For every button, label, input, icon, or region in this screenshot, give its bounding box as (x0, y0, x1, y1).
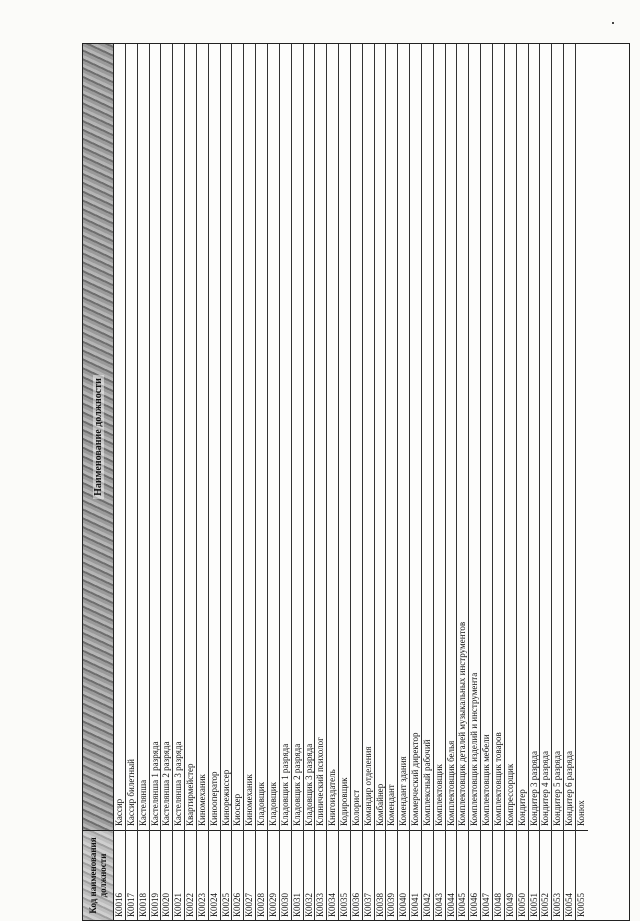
row-name: Комплектовщик изделий и инструмента (469, 672, 480, 826)
row-name: Кастелянша 2 разряда (161, 741, 172, 826)
table-row (244, 44, 256, 920)
table-row (138, 44, 150, 920)
row-name: Клинический психолог (315, 737, 326, 826)
row-name: Кинооператор (208, 771, 219, 826)
row-name: Кассир (114, 798, 124, 826)
row-code: К0038 (375, 830, 386, 920)
row-name: Колорист (350, 789, 361, 826)
table-row (446, 44, 458, 920)
row-code: К0053 (552, 830, 563, 920)
row-name: Коммерческий директор (410, 732, 421, 826)
table-row (256, 44, 268, 920)
table-row (150, 44, 162, 920)
row-name: Кладовщик 2 разряда (291, 743, 302, 826)
header-name-label: Наименование должности (93, 375, 104, 499)
table-row (457, 44, 469, 920)
row-code: К0026 (232, 830, 243, 920)
row-name: Комендант (386, 784, 397, 826)
table-row (540, 44, 552, 920)
table-row (161, 44, 173, 920)
row-code: К0025 (221, 830, 232, 920)
row-name: Кладовщик (267, 782, 278, 826)
row-code: К0028 (256, 830, 267, 920)
row-name: Киоскер (232, 793, 243, 826)
table-row (185, 44, 197, 920)
row-code: К0046 (469, 830, 480, 920)
row-code: К0045 (457, 830, 468, 920)
row-code: К0049 (505, 830, 516, 920)
row-name: Кондитер 6 разряда (564, 751, 575, 826)
row-code: К0052 (540, 830, 551, 920)
row-code: К0022 (185, 830, 196, 920)
row-name: Кондитер 3 разряда (528, 751, 539, 826)
row-code: К0050 (517, 830, 528, 920)
row-code: К0018 (138, 830, 149, 920)
row-code: К0055 (576, 830, 588, 920)
table-row (481, 44, 493, 920)
row-code: К0017 (126, 830, 137, 920)
row-code: К0031 (292, 830, 303, 920)
row-name: Кинорежиссер (220, 769, 231, 826)
table-row (363, 44, 375, 920)
positions-table (82, 43, 630, 921)
row-code: К0047 (481, 830, 492, 920)
row-name: Комплектовщик товаров (493, 732, 503, 826)
row-code: К0048 (493, 830, 504, 920)
row-code: К0019 (150, 830, 161, 920)
row-name: Командир отделения (362, 746, 373, 826)
table-row (197, 44, 209, 920)
row-name: Кладовщик (256, 782, 267, 826)
table-row (398, 44, 410, 920)
table-row (292, 44, 304, 920)
header-name (83, 44, 113, 830)
row-name: Кастелянша 1 разряда (149, 741, 160, 826)
row-name: Кассир билетный (125, 759, 136, 826)
row-name: Конюх (575, 800, 586, 826)
row-name: Комплектовщик белья (445, 740, 456, 826)
row-code: К0021 (173, 830, 184, 920)
row-name: Кодировщик (339, 777, 350, 826)
row-name: Комплексный рабочий (421, 739, 432, 826)
row-code: К0023 (197, 830, 208, 920)
row-name: Кладовщик 1 разряда (279, 743, 290, 826)
table-row (505, 44, 517, 920)
row-code: К0040 (398, 830, 409, 920)
row-name: Кладовщик 3 разряда (303, 743, 314, 826)
row-code: К0039 (386, 830, 397, 920)
row-code: К0032 (304, 830, 315, 920)
row-code: К0036 (351, 830, 362, 920)
row-name: Комендант здания (398, 756, 409, 826)
row-name: Книгоиздатель (327, 769, 338, 826)
table-row (209, 44, 221, 920)
row-code: К0027 (244, 830, 255, 920)
table-row (173, 44, 185, 920)
row-name: Комплектовщик (433, 764, 444, 826)
table-row (576, 44, 588, 920)
header-code: Код наименования должности (83, 830, 113, 920)
table-row (339, 44, 351, 920)
table-header (83, 44, 114, 920)
table-row (304, 44, 316, 920)
table-row (351, 44, 363, 920)
row-name: Комплектовщик деталей музыкальных инструментов (457, 621, 468, 826)
row-name: Киномеханик (244, 774, 255, 826)
table-row (422, 44, 434, 920)
table-row (327, 44, 339, 920)
document-sheet (82, 43, 630, 921)
row-name: Квартирмейстер (185, 763, 196, 826)
row-code: К0041 (410, 830, 421, 920)
table-row (529, 44, 541, 920)
row-code: К0051 (529, 830, 540, 920)
row-code: К0020 (161, 830, 172, 920)
scan-dust-mark (612, 22, 614, 24)
row-name: Комплектовщик мебели (481, 734, 492, 826)
row-name: Комбайнер (374, 783, 385, 826)
table-row (552, 44, 564, 920)
table-row (434, 44, 446, 920)
row-code: К0016 (114, 830, 125, 920)
table-row (517, 44, 529, 920)
table-row (493, 44, 505, 920)
table-row (114, 44, 126, 920)
table-row (410, 44, 422, 920)
row-name: Кондитер (516, 789, 527, 826)
row-name: Кастелянша 3 разряда (173, 741, 184, 826)
row-code: К0034 (327, 830, 338, 920)
table-row (386, 44, 398, 920)
row-code: К0044 (446, 830, 457, 920)
row-name: Кондитер 4 разряда (540, 751, 551, 826)
table-row (375, 44, 387, 920)
row-name: Кондитер 5 разряда (552, 751, 563, 826)
table-row (126, 44, 138, 920)
table-row (315, 44, 327, 920)
row-code: К0043 (434, 830, 445, 920)
row-code: К0024 (209, 830, 220, 920)
table-row (268, 44, 280, 920)
table-row (232, 44, 244, 920)
table-row (221, 44, 233, 920)
row-code: К0029 (268, 830, 279, 920)
row-code: К0035 (339, 830, 350, 920)
row-name: Киномеханик (196, 774, 207, 826)
table-row (469, 44, 481, 920)
table-row (564, 44, 576, 920)
row-code: К0037 (363, 830, 374, 920)
table-body (114, 44, 588, 920)
table-row (280, 44, 292, 920)
row-code: К0042 (422, 830, 433, 920)
row-name: Кастелянша (137, 779, 148, 826)
row-code: К0054 (564, 830, 575, 920)
row-name: Компрессорщик (504, 763, 515, 826)
row-code: К0030 (280, 830, 291, 920)
row-code: К0033 (315, 830, 326, 920)
